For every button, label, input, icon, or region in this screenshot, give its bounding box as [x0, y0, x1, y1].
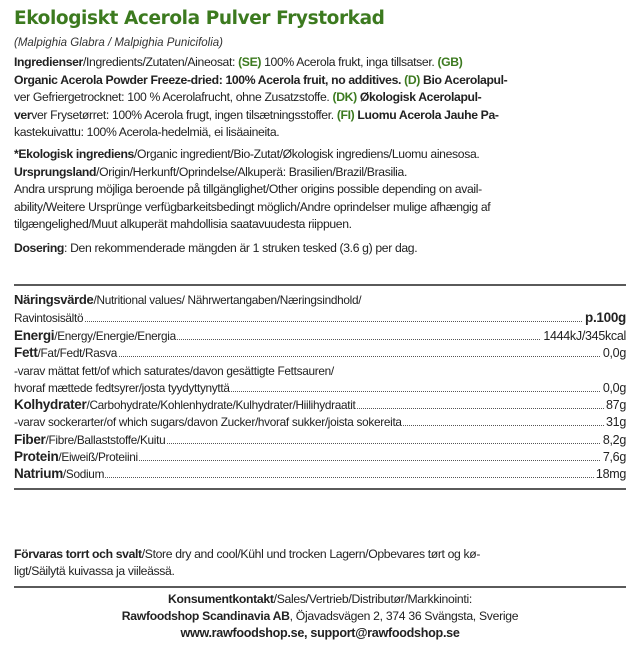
nutrition-header-line2: Ravintosisältö: [14, 311, 84, 325]
lang-code-d: (D): [404, 72, 420, 87]
fat-text: /Fat/Fedt/Rasva: [37, 346, 117, 360]
ingredients-d-text: Bio Acerolapul-: [419, 72, 508, 87]
contact-line-1: [14, 592, 626, 606]
saturates-line-2: hvoraf mættede fedtsyrer/josta tyydyttynyttä: [14, 381, 230, 395]
nutrition-per-row: [14, 309, 626, 325]
origin-note-1: Andra ursprung möjliga beroende på tillgänglighet/Other origins possible depending on avail-: [14, 182, 482, 196]
fiber-value: 8,2g: [602, 433, 626, 447]
ingredients-dk-text: Økologisk Acerolapul-: [356, 90, 482, 104]
saturates-line-1: -varav mättat fett/of which saturates/davon gesättigte Fettsauren/: [14, 364, 334, 378]
leader-dots: [14, 477, 626, 478]
divider-middle: [14, 488, 626, 490]
ingredients-dk-text-cont: ver Frysetørret: 100% Acerola frugt, ingen tilsætningsstoffer.: [31, 107, 337, 122]
energy-value: 1444kJ/345kcal: [543, 329, 626, 343]
nutrition-label: Näringsvärde: [14, 292, 94, 307]
storage-text: /Store dry and cool/Kühl und trocken Lagern/Opbevares tørt og kø-: [141, 547, 481, 561]
ingredients-gb-text: Organic Acerola Powder Freeze-dried: 100% Acerola fruit, no additives.: [14, 72, 405, 87]
lang-code-gb: (GB): [437, 55, 463, 69]
dosage-line: [14, 240, 417, 258]
company-name: Rawfoodshop Scandinavia AB: [121, 609, 290, 623]
ingredients-line-4: [14, 107, 499, 125]
ingredients-line-1: [14, 54, 462, 72]
lang-code-fi: (FI): [336, 107, 355, 122]
origin-note-2: ability/Weitere Ursprünge verfügbarkeitsbedingt möglich/Andre oprindelser mulige afhængig af: [14, 199, 491, 214]
energy-label: Energi: [14, 328, 55, 343]
saturates-value: 0,0g: [602, 381, 626, 395]
origin-label: Ursprungsland: [14, 164, 97, 179]
contact-web-line[interactable]: www.rawfoodshop.se, support@rawfoodshop.se: [180, 626, 460, 640]
carb-label: Kolhydrater: [14, 397, 87, 412]
ingredients-languages: /Ingredients/Zutaten/Aineosat:: [82, 55, 239, 69]
origin-note-3: tilgængelighed/Muut alkuperät mahdollisia saatavuudesta riippuen.: [14, 217, 352, 231]
ingredients-d-text-cont: ver Gefriergetrocknet: 100 % Acerolafrucht, ohne Zusatzstoffe.: [14, 90, 333, 104]
leader-dots: [14, 321, 626, 322]
storage-label: Förvaras torrt och svalt: [14, 547, 142, 561]
nutrition-header-text: /Nutritional values/ Nährwertangaben/Næringsindhold/: [93, 293, 362, 307]
origin-line: [14, 164, 407, 182]
ingredients-dk-text-cont-bold: ver: [14, 107, 32, 122]
ingredients-fi-text-cont: kastekuivattu: 100% Acerola-hedelmiä, ei lisäaineita.: [14, 125, 280, 139]
sugar-text: -varav sockerarter/of which sugars/davon Zucker/hvoraf sukker/joista sokereita: [14, 415, 402, 429]
fat-label: Fett: [14, 345, 38, 360]
carb-row: [14, 396, 626, 412]
ingredients-line-2: [14, 72, 507, 90]
sodium-row: [14, 465, 626, 481]
storage-line-2: ligt/Säilytä kuivassa ja viileässä.: [14, 564, 175, 578]
sugar-value: 31g: [606, 415, 626, 429]
ingredients-label: Ingredienser: [14, 55, 83, 69]
divider-bottom: [14, 586, 626, 588]
contact-line-2: [14, 609, 626, 623]
protein-label: Protein: [14, 449, 59, 464]
energy-row: [14, 327, 626, 343]
contact-label-text: /Sales/Vertrieb/Distributør/Markkinointi:: [273, 592, 472, 606]
nutrition-header: [14, 292, 361, 307]
organic-label: *Ekologisk ingrediens: [14, 147, 134, 161]
product-title: Ekologiskt Acerola Pulver Frystorkad: [14, 8, 385, 29]
latin-name: (Malpighia Glabra / Malpighia Punicifolia): [14, 37, 224, 49]
sodium-value: 18mg: [595, 467, 626, 481]
lang-code-se: (SE): [238, 55, 262, 69]
divider-top: [14, 284, 626, 286]
dosage-label: Dosering: [14, 241, 65, 255]
ingredients-se-text: 100% Acerola frukt, inga tillsatser.: [261, 55, 438, 69]
carb-value: 87g: [606, 398, 626, 412]
dosage-text: : Den rekommenderade mängden är 1 struken tesked (3.6 g) per dag.: [64, 241, 418, 255]
energy-text: /Energy/Energie/Energia: [54, 329, 176, 343]
contact-label: Konsumentkontakt: [168, 592, 274, 606]
saturates-row: [14, 379, 626, 395]
carb-text: /Carbohydrate/Kohlenhydrate/Kulhydrater/Hiilihydraatit: [86, 398, 356, 412]
fiber-row: [14, 431, 626, 447]
sugar-row: [14, 413, 626, 429]
sodium-label: Natrium: [14, 466, 63, 481]
per-100g: p.100g: [585, 310, 626, 325]
company-address: , Öjavadsvägen 2, 374 36 Svängsta, Sverige: [289, 609, 519, 623]
fiber-text: /Fibre/Ballaststoffe/Kuitu: [45, 433, 166, 447]
origin-text: /Origin/Herkunft/Oprindelse/Alkuperä: Brasilien/Brazil/Brasilia.: [96, 164, 407, 179]
organic-line: [14, 146, 479, 164]
protein-text: /Eiweiß/Proteiini: [58, 450, 138, 464]
protein-value: 7,6g: [602, 450, 626, 464]
protein-row: [14, 448, 626, 464]
sodium-text: /Sodium: [62, 467, 105, 481]
fat-value: 0,0g: [602, 346, 626, 360]
lang-code-dk: (DK): [332, 90, 357, 104]
storage-line-1: [14, 546, 480, 564]
fat-row: [14, 344, 626, 360]
ingredients-line-5: [14, 124, 279, 142]
ingredients-fi-text: Luomu Acerola Jauhe Pa-: [354, 107, 499, 122]
fiber-label: Fiber: [14, 432, 46, 447]
ingredients-line-3: [14, 89, 481, 107]
organic-text: /Organic ingredient/Bio-Zutat/Økologisk ingrediens/Luomu ainesosa.: [133, 147, 480, 161]
